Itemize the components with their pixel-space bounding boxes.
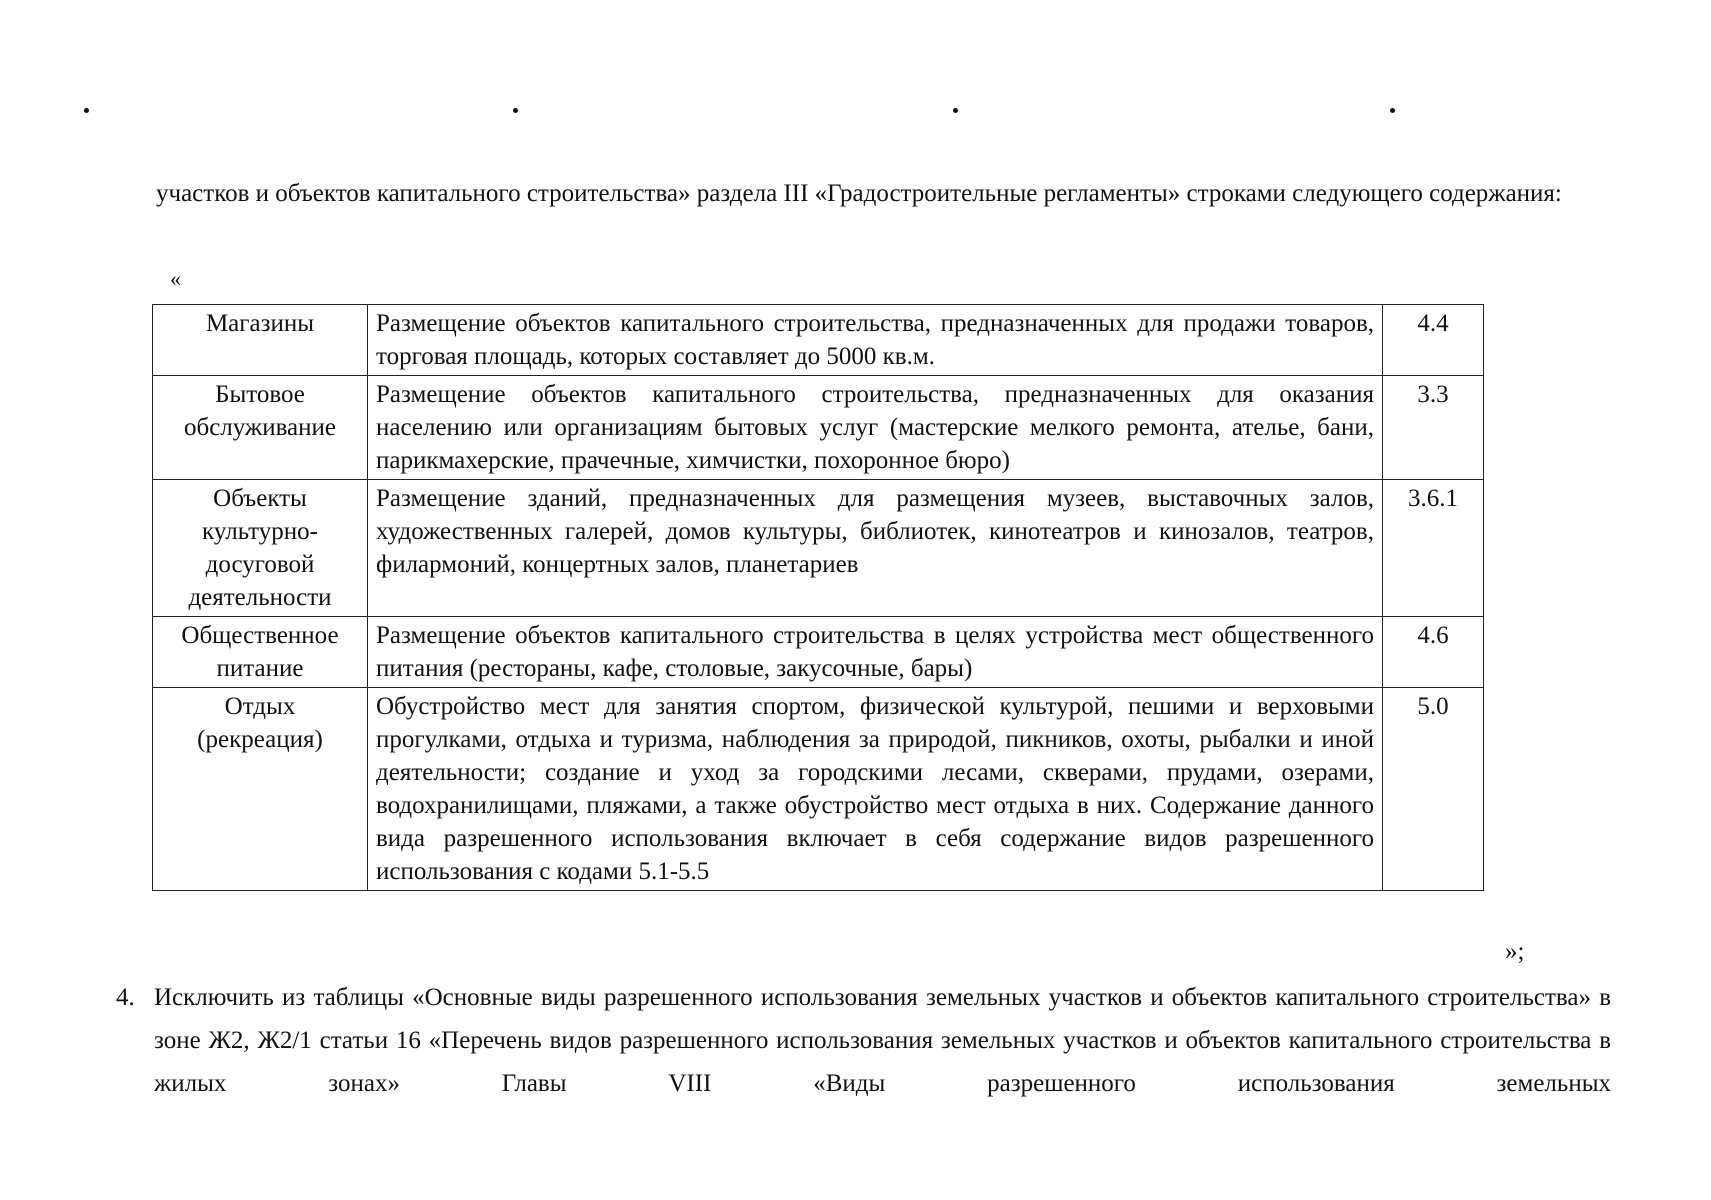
use-code: 4.6 [1383, 617, 1484, 688]
use-code: 4.4 [1383, 305, 1484, 376]
use-code: 3.6.1 [1383, 480, 1484, 617]
list-item-number: 4. [116, 984, 135, 1011]
use-name: Отдых (рекреация) [153, 688, 368, 891]
table-row [153, 617, 1484, 688]
use-name: Бытовое обслуживание [153, 376, 368, 480]
use-description: Размещение зданий, предназначенных для размещения музеев, выставочных залов, художественных галерей, домов культуры, библиотек, кинотеатров и кинозалов, театров, филармоний, концертных залов, планетариев [368, 480, 1383, 617]
use-name: Магазины [153, 305, 368, 376]
scan-mark [84, 108, 89, 113]
use-description: Обустройство мест для занятия спортом, физической культурой, пешими и верховыми прогулками, отдыха и туризма, наблюдения за природой, пикников, охоты, рыбалки и иной деятельности; создание и уход за городскими лесами, скверами, прудами, озерами, водохранилищами, пляжами, а также обустройство мест отдыха в них. Содержание данного вида разрешенного использования включает в себя содержание видов разрешенного использования с кодами 5.1-5.5 [368, 688, 1383, 891]
closing-quote: »; [1505, 938, 1525, 965]
list-item-4 [116, 976, 1611, 1105]
table-row [153, 688, 1484, 891]
use-description: Размещение объектов капитального строительства в целях устройства мест общественного питания (рестораны, кафе, столовые, закусочные, бары) [368, 617, 1383, 688]
intro-paragraph: участков и объектов капитального строительства» раздела III «Градостроительные регламенты» строками следующего содержания: [156, 180, 1562, 207]
use-code: 3.3 [1383, 376, 1484, 480]
table-row [153, 305, 1484, 376]
scan-mark [1390, 108, 1395, 113]
use-description: Размещение объектов капитального строительства, предназначенных для оказания населению или организациям бытовых услуг (мастерские мелкого ремонта, ателье, бани, парикмахерские, прачечные, химчистки, похоронное бюро) [368, 376, 1383, 480]
use-code: 5.0 [1383, 688, 1484, 891]
use-name: Общественное питание [153, 617, 368, 688]
use-name: Объекты культурно-досуговой деятельности [153, 480, 368, 617]
table-row [153, 376, 1484, 480]
permitted-uses-table [152, 304, 1484, 891]
scan-mark [953, 108, 958, 113]
use-description: Размещение объектов капитального строительства, предназначенных для продажи товаров, торговая площадь, которых составляет до 5000 кв.м. [368, 305, 1383, 376]
list-item-text: Исключить из таблицы «Основные виды разрешенного использования земельных участков и объектов капитального строительства» в зоне Ж2, Ж2/1 статьи 16 «Перечень видов разрешенного использования земельных участков и объектов капитального строительства в жилых зонах» Главы VIII «Виды разрешенного использования земельных [154, 984, 1611, 1097]
opening-quote: « [170, 266, 181, 291]
scan-mark [513, 108, 518, 113]
table-row [153, 480, 1484, 617]
